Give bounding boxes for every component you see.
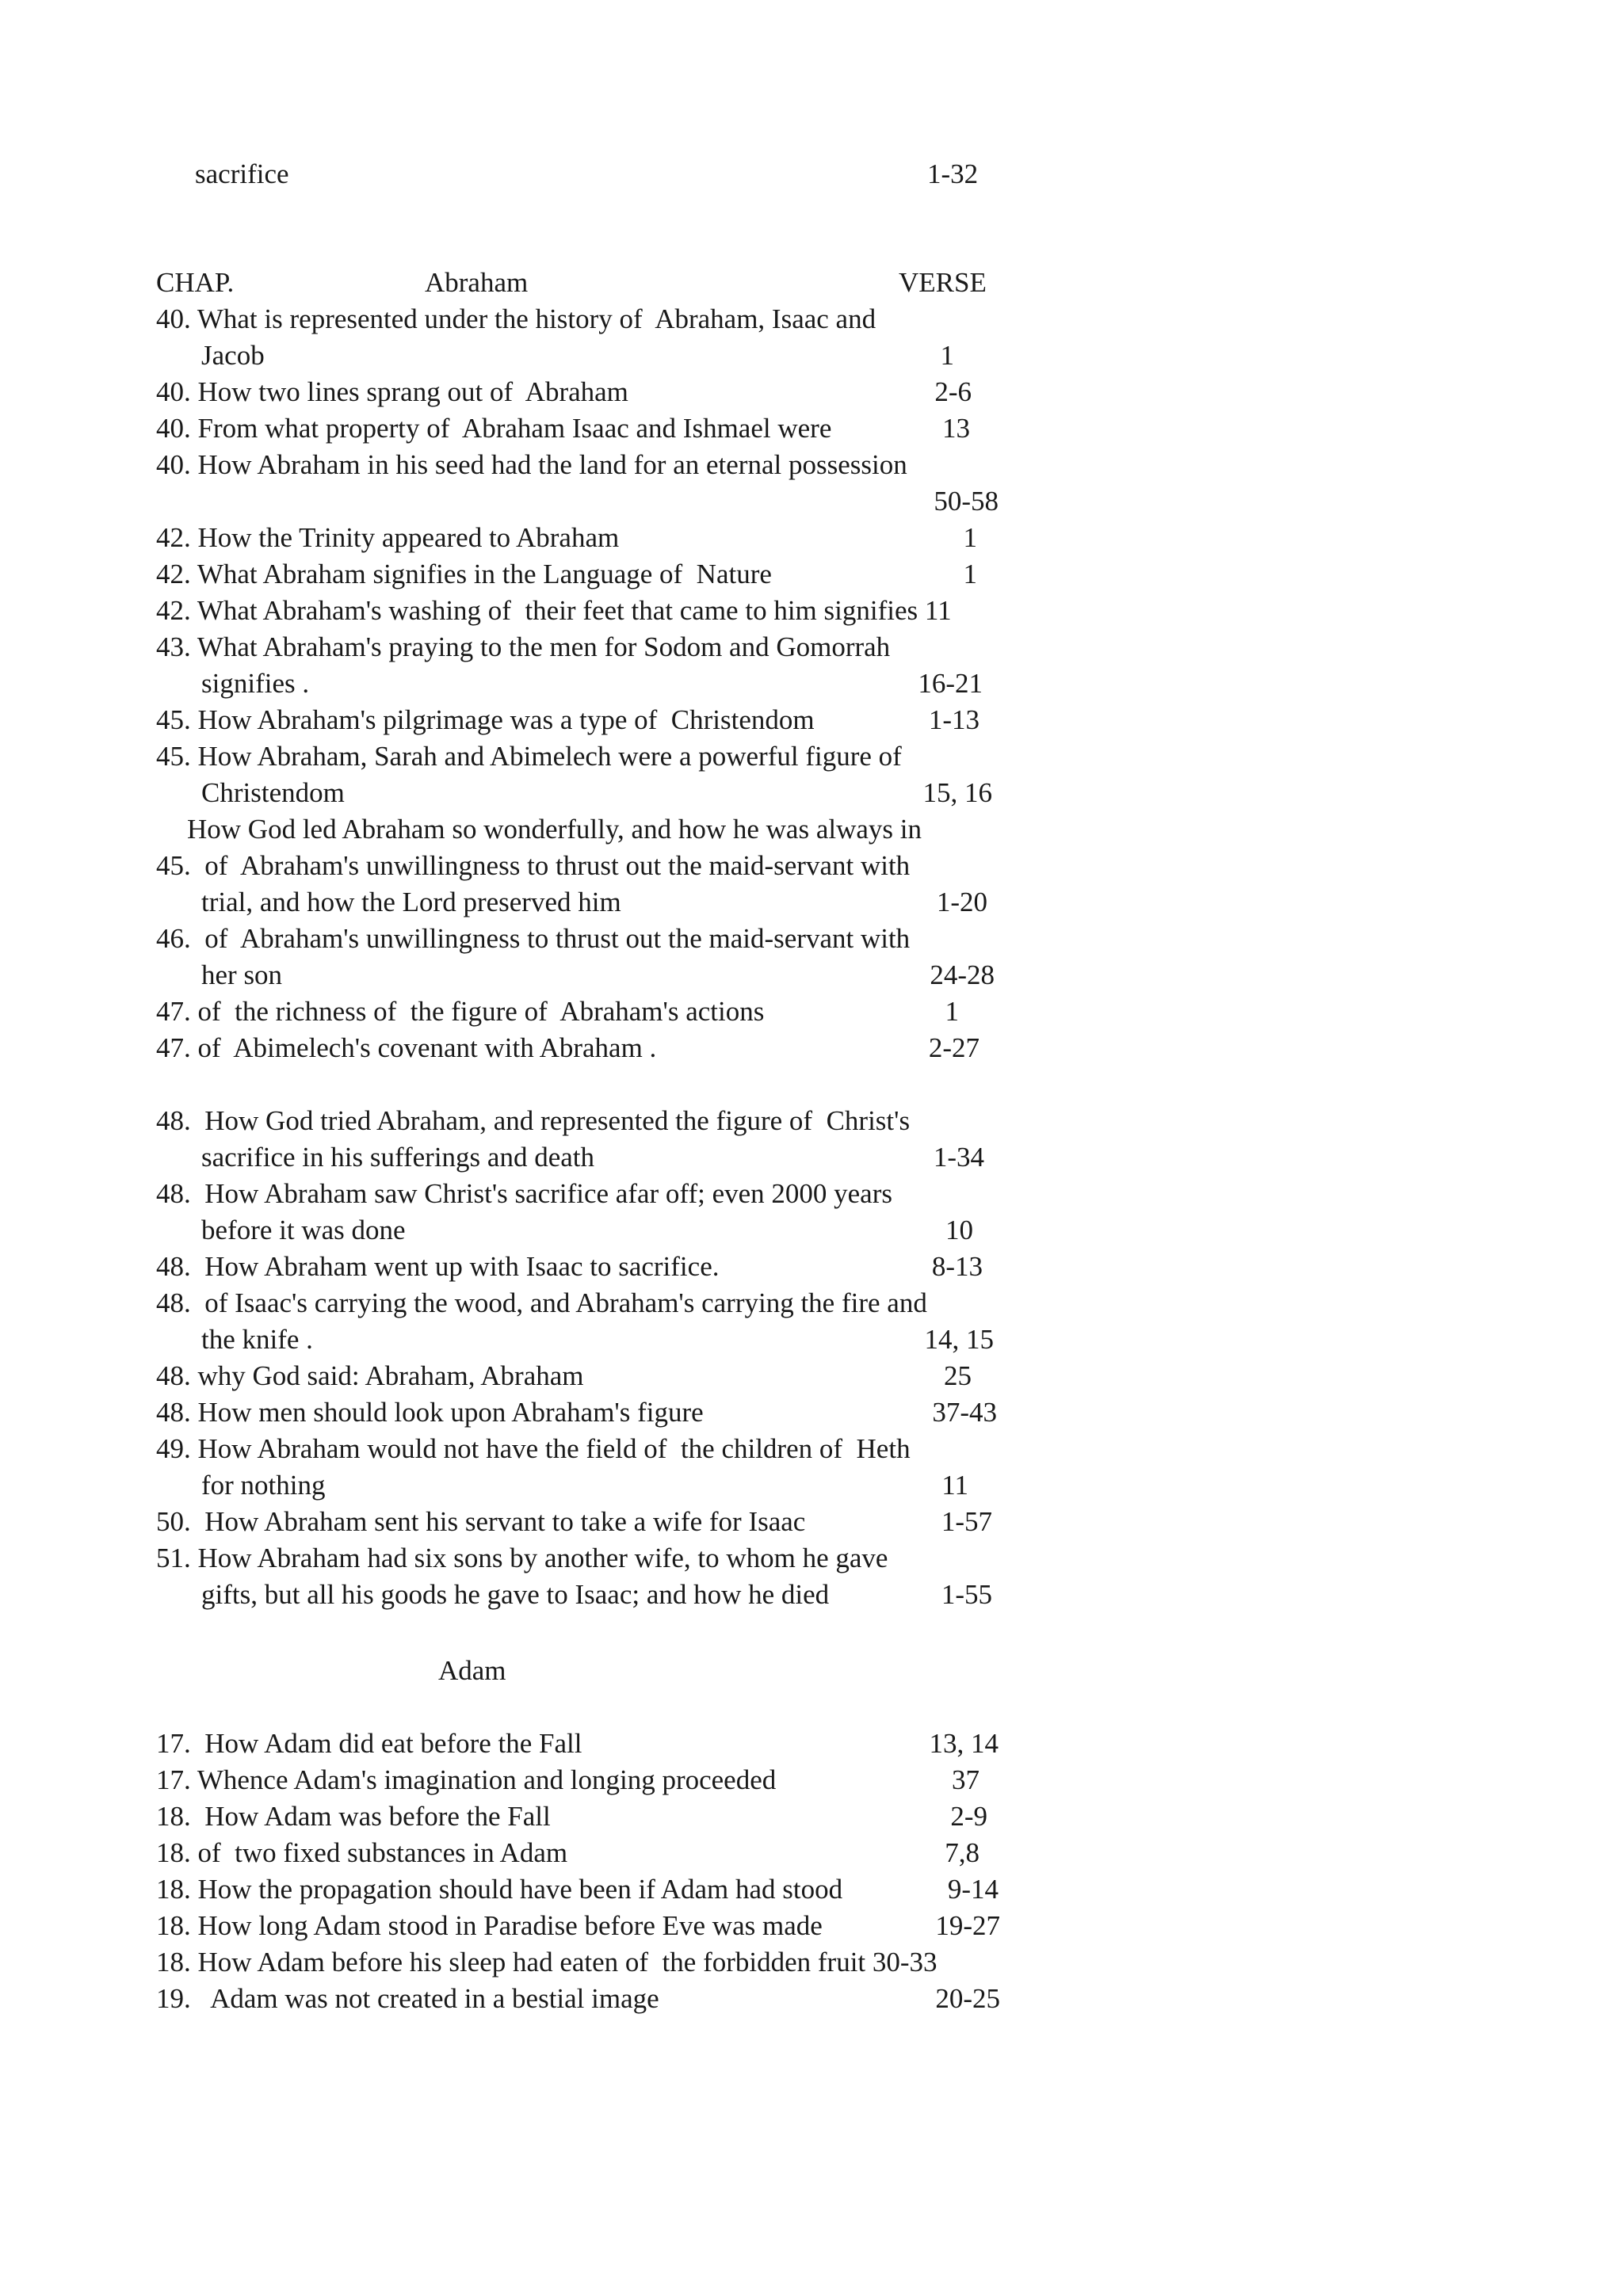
top-entry-ref: 1-32 (927, 158, 979, 189)
entry-text: 48. How God tried Abraham, and represented the figure of Christ's (156, 1105, 911, 1136)
entry-verse-ref: 50-58 (934, 486, 999, 517)
entry-verse-ref: 1 (963, 522, 977, 553)
entry-verse-ref: 20-25 (935, 1983, 1000, 2014)
entry-text: 45. How Abraham's pilgrimage was a type of Christendom (156, 704, 815, 735)
entry-text: 43. What Abraham's praying to the men for Sodom and Gomorrah (156, 631, 891, 662)
entry-verse-ref: 2-27 (928, 1032, 980, 1063)
entry-verse-ref: 10 (945, 1215, 973, 1245)
entry-text: 18. How Adam before his sleep had eaten of the forbidden fruit 30-33 (156, 1947, 938, 1978)
entry-text: 45. How Abraham, Sarah and Abimelech were a powerful figure of (156, 741, 902, 772)
entry-text: signifies . (201, 668, 310, 699)
entry-verse-ref: 9-14 (947, 1874, 999, 1905)
entry-verse-ref: 1-13 (928, 704, 980, 735)
section-title-adam: Adam (438, 1655, 506, 1686)
entry-text: trial, and how the Lord preserved him (201, 887, 621, 917)
entry-text: 46. of Abraham's unwillingness to thrust out the maid-servant with (156, 923, 911, 954)
entry-verse-ref: 24-28 (930, 959, 995, 990)
entry-verse-ref: 1-20 (936, 887, 987, 917)
entry-text: 48. of Isaac's carrying the wood, and Abraham's carrying the fire and (156, 1287, 927, 1318)
section-title-abraham: Abraham (425, 267, 529, 298)
entry-verse-ref: 7,8 (945, 1837, 980, 1868)
entry-text: her son (201, 959, 283, 990)
entry-verse-ref: 15, 16 (922, 777, 992, 808)
entry-text: 48. How men should look upon Abraham's figure (156, 1397, 704, 1428)
entry-verse-ref: 37-43 (932, 1397, 997, 1428)
entry-text: for nothing (201, 1470, 326, 1501)
entry-text: 45. of Abraham's unwillingness to thrust out the maid-servant with (156, 850, 911, 881)
entry-text: 40. From what property of Abraham Isaac and Ishmael were (156, 413, 832, 444)
entry-text: the knife . (201, 1324, 313, 1355)
entry-verse-ref: 1-57 (941, 1506, 992, 1537)
entry-verse-ref: 1-34 (933, 1142, 984, 1173)
entry-text: 19. Adam was not created in a bestial image (156, 1983, 659, 2014)
entry-text: Jacob (201, 340, 265, 371)
entry-text: 48. why God said: Abraham, Abraham (156, 1360, 584, 1391)
entry-verse-ref: 2-6 (934, 376, 972, 407)
entry-text: 17. How Adam did eat before the Fall (156, 1728, 582, 1759)
entry-verse-ref: 8-13 (931, 1251, 983, 1282)
entry-text: sacrifice in his sufferings and death (201, 1142, 594, 1173)
entry-text: before it was done (201, 1215, 406, 1245)
entry-text: 18. How long Adam stood in Paradise before Eve was made (156, 1910, 823, 1941)
entry-text: gifts, but all his goods he gave to Isaac; and how he died (201, 1579, 830, 1610)
entry-text: Christendom (201, 777, 345, 808)
column-header-verse: VERSE (899, 267, 987, 298)
entry-text: 40. How Abraham in his seed had the land for an eternal possession (156, 449, 907, 480)
entry-verse-ref: 19-27 (935, 1910, 1000, 1941)
entry-text: 18. of two fixed substances in Adam (156, 1837, 568, 1868)
entry-verse-ref: 14, 15 (924, 1324, 994, 1355)
entry-text: 47. of the richness of the figure of Abraham's actions (156, 996, 765, 1027)
entry-text: How God led Abraham so wonderfully, and how he was always in (187, 814, 922, 845)
entry-verse-ref: 13 (942, 413, 970, 444)
entry-text: 50. How Abraham sent his servant to take a wife for Isaac (156, 1506, 806, 1537)
top-entry-text: sacrifice (195, 158, 289, 189)
entry-text: 48. How Abraham saw Christ's sacrifice afar off; even 2000 years (156, 1178, 892, 1209)
entry-text: 18. How Adam was before the Fall (156, 1801, 551, 1832)
entry-text: 17. Whence Adam's imagination and longing proceeded (156, 1764, 777, 1795)
entry-text: 48. How Abraham went up with Isaac to sacrifice. (156, 1251, 720, 1282)
entry-verse-ref: 1 (945, 996, 959, 1027)
entry-verse-ref: 11 (941, 1470, 968, 1501)
entry-text: 40. How two lines sprang out of Abraham (156, 376, 628, 407)
entry-verse-ref: 37 (952, 1764, 980, 1795)
entry-verse-ref: 1 (963, 559, 977, 589)
entry-verse-ref: 25 (944, 1360, 972, 1391)
column-header-chap: CHAP. (156, 267, 235, 298)
entry-text: 42. How the Trinity appeared to Abraham (156, 522, 620, 553)
entry-verse-ref: 13, 14 (929, 1728, 999, 1759)
entry-verse-ref: 1-55 (941, 1579, 992, 1610)
entry-text: 51. How Abraham had six sons by another wife, to whom he gave (156, 1543, 888, 1573)
entry-text: 49. How Abraham would not have the field of the children of Heth (156, 1433, 911, 1464)
entry-verse-ref: 2-9 (950, 1801, 987, 1832)
entry-text: 40. What is represented under the history of Abraham, Isaac and (156, 303, 876, 334)
entry-verse-ref: 16-21 (918, 668, 983, 699)
entry-verse-ref: 1 (940, 340, 954, 371)
entry-text: 42. What Abraham signifies in the Language of Nature (156, 559, 772, 589)
entry-text: 42. What Abraham's washing of their feet that came to him signifies 11 (156, 595, 952, 626)
entry-text: 47. of Abimelech's covenant with Abraham . (156, 1032, 657, 1063)
entry-text: 18. How the propagation should have been if Adam had stood (156, 1874, 843, 1905)
